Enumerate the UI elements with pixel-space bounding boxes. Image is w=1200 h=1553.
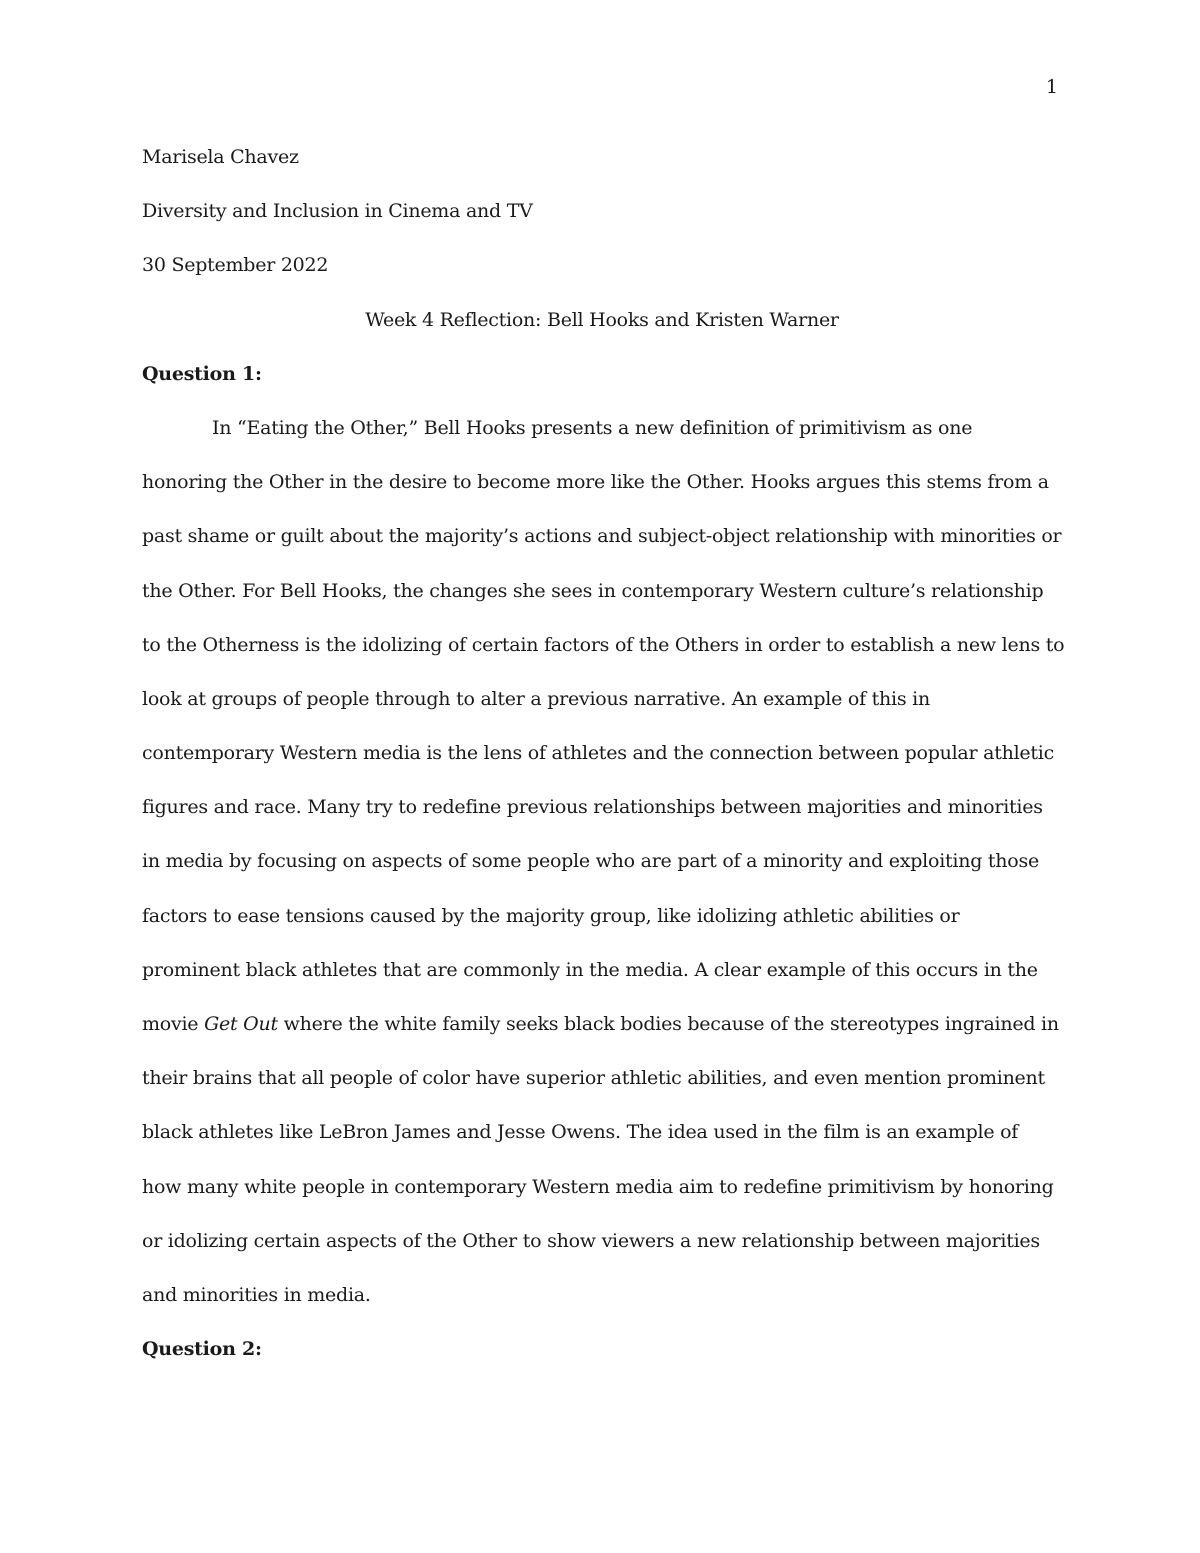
paragraph-line: honoring the Other in the desire to become more like the Other. Hooks argues this stems from a [142,471,1049,494]
paragraph-line: In “Eating the Other,” Bell Hooks presents a new definition of primitivism as one [212,416,973,439]
paragraph-line: and minorities in media. [142,1283,371,1306]
paragraph-line: to the Otherness is the idolizing of certain factors of the Others in order to establish a new lens to [142,633,1065,656]
course-name: Diversity and Inclusion in Cinema and TV [142,200,533,223]
document-date: 30 September 2022 [142,254,329,277]
paragraph-line: look at groups of people through to alter a previous narrative. An example of this in [142,687,930,710]
page-number: 1 [1045,76,1058,98]
paragraph-line: figures and race. Many try to redefine previous relationships between majorities and minorities [142,796,1043,819]
author-name: Marisela Chavez [142,146,299,168]
paragraph-line: past shame or guilt about the majority’s actions and subject-object relationship with minorities or [142,525,1062,548]
document-title: Week 4 Reflection: Bell Hooks and Kristen Warner [365,308,839,331]
film-title: Get Out [204,1013,278,1035]
line-text-before: movie [142,1013,205,1035]
paragraph-line: their brains that all people of color have superior athletic abilities, and even mention prominent [142,1067,1045,1090]
paragraph-line: factors to ease tensions caused by the majority group, like idolizing athletic abilities or [142,904,960,927]
question-1-heading: Question 1: [142,362,262,385]
line-text-after: where the white family seeks black bodies because of the stereotypes ingrained in [277,1013,1059,1035]
paragraph-line: black athletes like LeBron James and Jesse Owens. The idea used in the film is an example of [142,1121,1019,1144]
question-2-heading: Question 2: [142,1338,262,1361]
paragraph-line: prominent black athletes that are commonly in the media. A clear example of this occurs in the [142,958,1038,981]
paragraph-line: or idolizing certain aspects of the Other to show viewers a new relationship between majorities [142,1229,1040,1252]
document-body [142,144,1065,1390]
paragraph-line: how many white people in contemporary Western media aim to redefine primitivism by honoring [142,1175,1054,1198]
paragraph-line: contemporary Western media is the lens of athletes and the connection between popular athletic [142,742,1054,765]
paragraph-line: the Other. For Bell Hooks, the changes she sees in contemporary Western culture’s relationship [142,579,1044,602]
paragraph-line: in media by focusing on aspects of some people who are part of a minority and exploiting those [142,850,1039,873]
paragraph-line-with-film-title [142,1011,1062,1065]
